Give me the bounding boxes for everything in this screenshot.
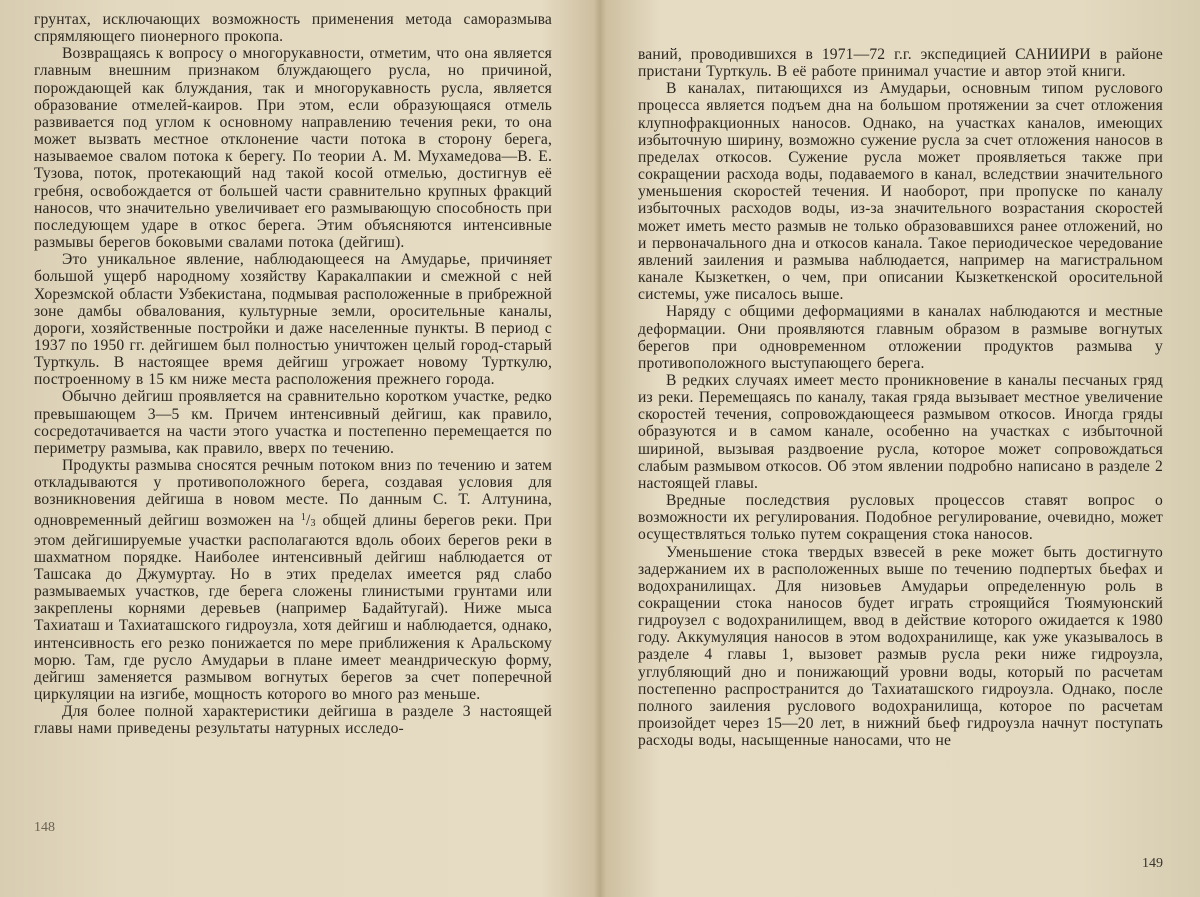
paragraph-text: общей длины берегов реки. При этом дейгишируемые участки располагаются вдоль обоих берегов реки в шахматном порядке. Наиболее интенсивный дейгиш наблюдается от Ташсака до Джумуртау. Но в этих пределах имеется ряд слабо размываемых участков, где берега сложены глинистыми грунтами или закреплены корнями деревьев (например Бадайтугай). Ниже мыса Тахиаташ и Тахиаташского гидроузла, хотя дейгиш и наблюдается, однако, интенсивность его резко понижается по мере приближения к Аральскому морю. Там, где русло Амударьи в плане имеет меандрическую форму, дейгиш заменяется размывом вогнутых берегов за счет поперечной циркуляции на изгибе, мощность которого во много раз меньше. xyxy=(34,511,552,704)
fraction-denominator: 3 xyxy=(310,517,316,529)
fraction: $^1/_3$ xyxy=(300,511,316,529)
page-number: 148 xyxy=(34,820,55,835)
right-page xyxy=(602,0,1200,897)
paragraph: Для более полной характеристики дейгиша в разделе 3 настоящей главы нами приведены результаты натурных исследо- xyxy=(34,703,552,738)
right-page-text xyxy=(638,46,1163,749)
paragraph: В каналах, питающихся из Амударьи, основным типом руслового процесса является подъем дна на большом протяжении за счет отложения клупнофракционных наносов. Однако, на участках каналов, имеющих избыточную ширину, возможно сужение русла за счет отложения наносов в пределах откосов. Сужение русла может проявляеться также при сокращении расхода воды, подаваемого в канал, вследствии значительного уменьшения скоростей течения. И наоборот, при пропуске по каналу избыточных расходов воды, из-за значительного возрастания скоростей может иметь место размыв не только образовавшихся ранее отложений, но и первоначального дна и откосов канала. Такое периодическое чередование явлений заиления и размыва наблюдается, например на магистральном канале Кызкеткен, о чем, при описании Кызкеткенской оросительной системы, уже писалось выше. xyxy=(638,80,1163,304)
paragraph: Вредные последствия русловых процессов ставят вопрос о возможности их регулирования. Подобное регулирование, очевидно, может осуществляться только путем сокращения стока наносов. xyxy=(638,492,1163,544)
paragraph: Это уникальное явление, наблюдающееся на Амударье, причиняет большой ущерб народному хозяйству Каракалпакии и смежной с ней Хорезмской области Узбекистана, подмывая расположенные в прибрежной зоне дамбы обвалования, культурные земли, оросительные каналы, дороги, хозяйственные постройки и даже населенные пункты. В период с 1937 по 1950 гг. дейгишем был полностью уничтожен целый город-старый Турткуль. В настоящее время дейгиш угрожает новому Турткулю, построенному в 15 км ниже места расположения прежнего города. xyxy=(34,251,552,389)
paragraph: В редких случаях имеет место проникновение в каналы песчаных гряд из реки. Перемещаясь по каналу, такая гряда вызывает местное увеличение скоростей течения, сопровождающееся размывом откосов. Иногда гряды образуются и в самом канале, особенно на участках с избыточной шириной, вызывая раздвоение русла, которое может сопровождаться слабым размывом откосов. Об этом явлении подробно написано в разделе 2 настоящей главы. xyxy=(638,371,1163,492)
paragraph: Наряду с общими деформациями в каналах наблюдаются и местные деформации. Они проявляются главным образом в размыве вогнутых берегов при одновременном отложении продуктов размыва у противоположного выступающего берега. xyxy=(638,303,1163,372)
left-page-text xyxy=(34,11,552,738)
paragraph: Возвращаясь к вопросу о многорукавности, отметим, что она является главным внешним признаком блуждающего русла, но причиной, порождающей как блуждания, так и многорукавность русла, является образование отмелей-каиров. При этом, если образующаяся отмель развивается под углом к основному направлению течения реки, то она может вызвать местное отклонение части потока в сторону берега, называемое свалом потока к берегу. По теории А. М. Мухамедова—В. Е. Тузова, поток, протекающий над такой косой отмелью, достигнув её гребня, освобождается от большей части сравнительно крупных фракций наносов, что значительно увеличивает его размывающую способность при последующем ударе в откос берега. Этим объясняются интенсивные размывы берегов боковыми свалами потока (дейгиш). xyxy=(34,45,552,252)
paragraph: Уменьшение стока твердых взвесей в реке может быть достигнуто задержанием их в расположенных выше по течению подпертых бьефах и водохранилищах. Для низовьев Амударьи определенную роль в сокращении стока наносов будет играть строящийся Тюямуюнский гидроузел с водохранилищем, ввод в действие которого ожидается к 1980 году. Аккумуляция наносов в этом водохранилище, как уже указывалось в разделе 4 главы 1, вызовет размыв русла реки ниже гидроузла, углубляющий дно и понижающий уровни воды, который по расчетам постепенно распространится до Тахиаташского гидроузла. Однако, после полного заиления руслового водохранилища, которое по расчетам произойдет через 15—20 лет, в нижний бьеф гидроузла начнут поступать расходы воды, насыщенные наносами, что не xyxy=(638,543,1163,750)
paragraph: грунтах, исключающих возможность применения метода саморазмыва спрямляющего пионерного прокопа. xyxy=(34,11,552,46)
paragraph: Обычно дейгиш проявляется на сравнительно коротком участке, редко превышающем 3—5 км. Причем интенсивный дейгиш, как правило, сосредотачивается на части этого участка и постепенно перемещается по периметру размыва, как правило, вверх по течению. xyxy=(34,388,552,457)
paragraph: ваний, проводившихся в 1971—72 г.г. экспедицией САНИИРИ в районе пристани Турткуль. В её работе принимал участие и автор этой книги. xyxy=(638,46,1163,81)
paragraph-text: Продукты размыва сносятся речным потоком вниз по течению и затем откладываются у противоположного берега, создавая условия для возникновения дейгиша в новом месте. По данным С. Т. Алтунина, одновременный дейгиш возможен на xyxy=(34,457,552,529)
fraction-numerator: 1 xyxy=(300,511,307,523)
paragraph xyxy=(34,457,552,703)
page-number: 149 xyxy=(1142,856,1163,871)
left-page xyxy=(0,0,598,897)
